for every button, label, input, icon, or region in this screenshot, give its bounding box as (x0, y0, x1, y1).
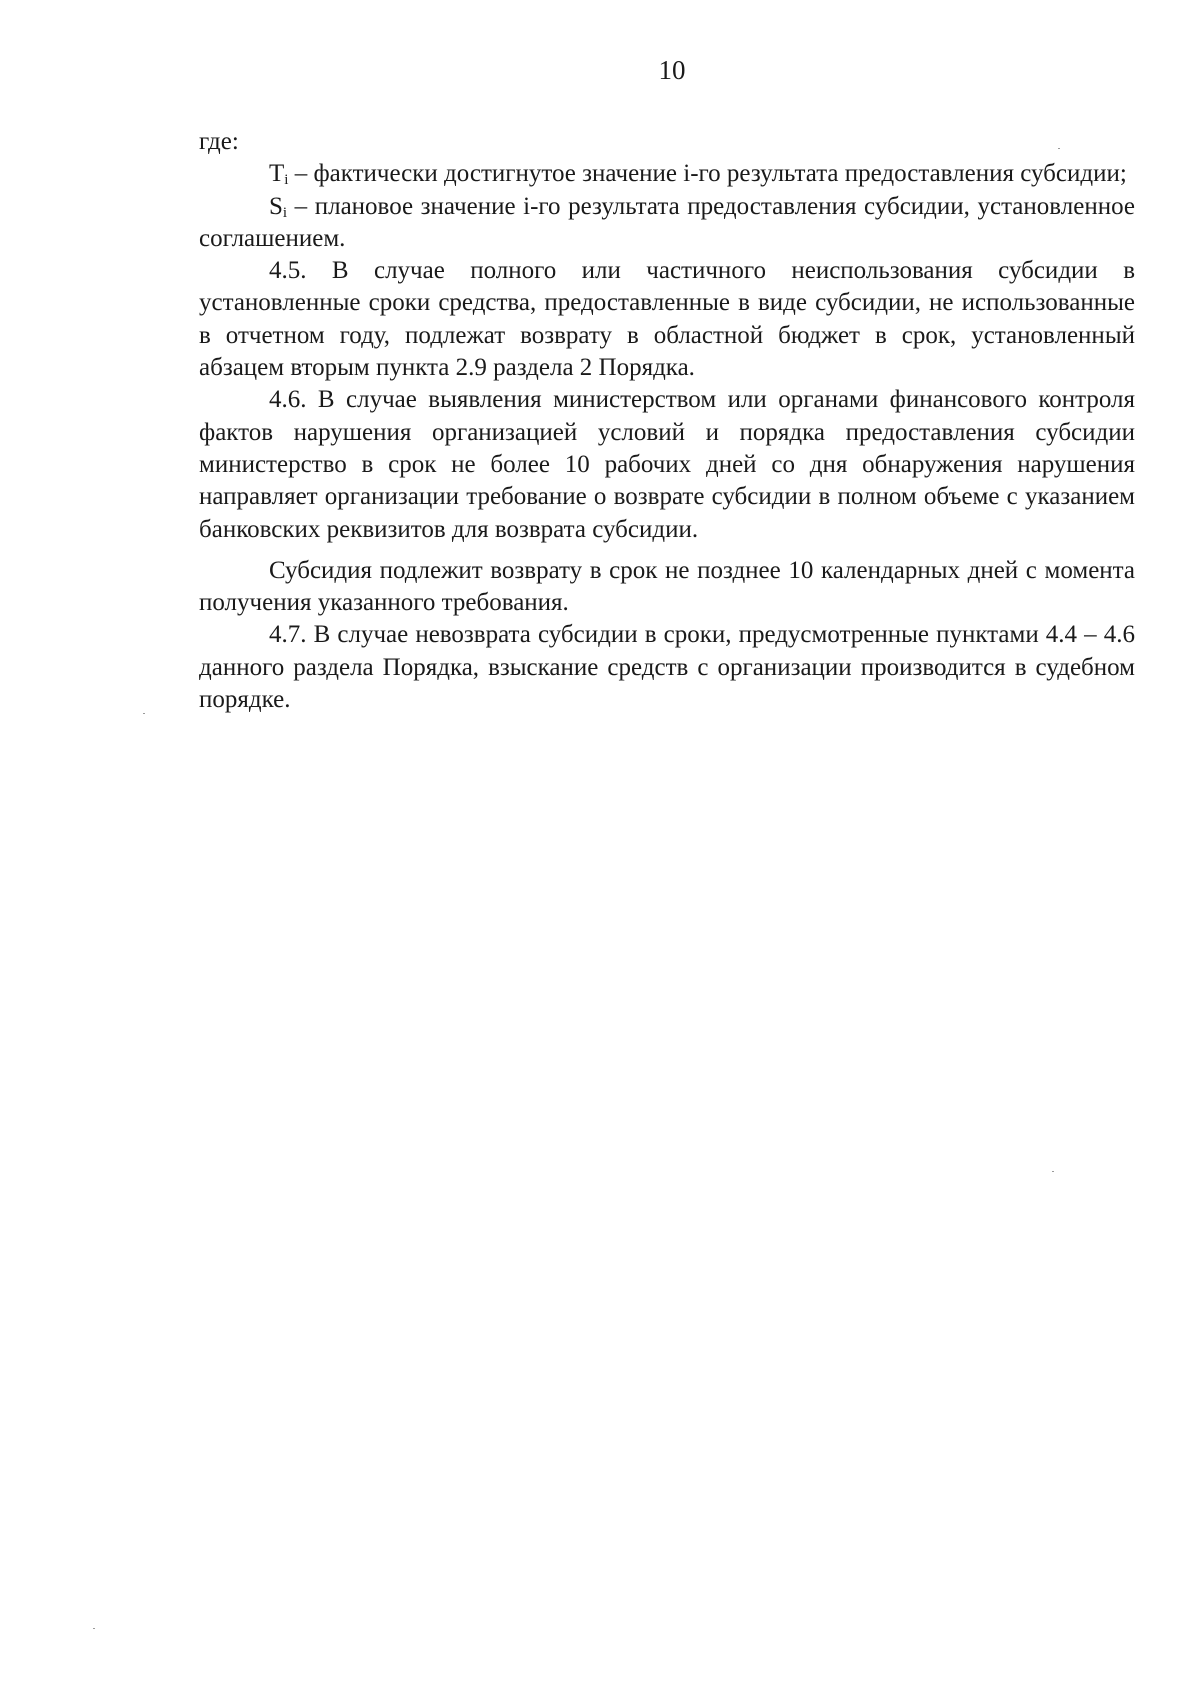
paragraph-4-5: 4.5. В случае полного или частичного неиспользования субсидии в установленные сроки средства, предоставленные в виде субсидии, не использованные в отчетном году, подлежат возврату в областной бюджет в срок, установленный абзацем вторым пункта 2.9 раздела 2 Порядка. (199, 257, 1135, 382)
where-label: где: (199, 128, 239, 155)
index-s: i (282, 204, 288, 221)
definition-s (199, 191, 1135, 256)
scan-speck (143, 713, 145, 714)
symbol-t: T (269, 160, 285, 188)
paragraph-4-7: 4.7. В случае невозврата субсидии в сроки, предусмотренные пунктами 4.4 – 4.6 данного раздела Порядка, взыскание средств с организации производится в судебном порядке. (199, 621, 1135, 714)
symbol-s: S (269, 192, 283, 220)
definition-t (199, 158, 1135, 190)
document-body (199, 126, 1135, 716)
paragraph-4-6-return: Субсидия подлежит возврату в срок не позднее 10 календарных дней с момента получения указанного требования. (199, 556, 1135, 617)
page-number: 10 (658, 55, 686, 85)
definition-t-text: – фактически достигнутое значение i-го результата предоставления субсидии; (288, 160, 1127, 188)
definition-s-text: – плановое значение i-го результата предоставления субсидии, установленное соглашением. (199, 192, 1135, 252)
scan-speck (1058, 148, 1060, 149)
scan-speck (93, 1628, 95, 1629)
scan-speck (1052, 1171, 1054, 1172)
index-t: i (284, 172, 289, 189)
paragraph-4-6: 4.6. В случае выявления министерством или органами финансового контроля фактов нарушения организацией условий и порядка предоставления субсидии министерство в срок не более 10 рабочих дней со дня обнаружения нарушения направляет организации требование о возврате субсидии в полном объеме с указанием банковских реквизитов для возврата субсидии. (199, 386, 1135, 543)
